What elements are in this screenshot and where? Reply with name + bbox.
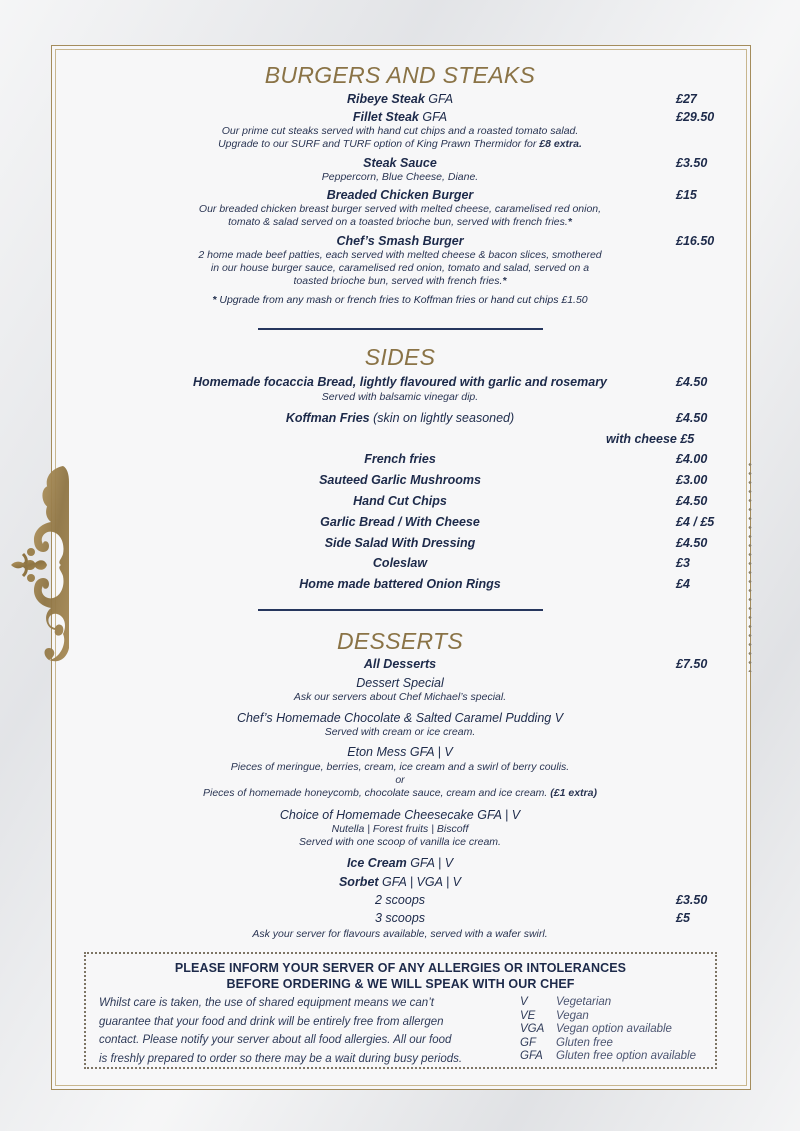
price-ribeye: £27: [676, 92, 697, 106]
side-item-price: £4.00: [676, 452, 708, 466]
menu-item-smash-burger: Chef’s Smash Burger: [336, 234, 464, 248]
decorative-dot-column: [748, 460, 752, 672]
price-fillet: £29.50: [676, 110, 715, 124]
menu-item-chicken-burger: Breaded Chicken Burger: [326, 188, 474, 202]
allergy-disclaimer-line: contact. Please notify your server about all food allergies. All our food: [99, 1034, 452, 1046]
key-code-ve: VE: [520, 1010, 536, 1022]
cheesecake-description: Served with one scoop of vanilla ice cream.: [299, 836, 501, 848]
key-label-vegetarian: Vegetarian: [556, 996, 612, 1008]
menu-item-dessert-special: Dessert Special: [356, 676, 444, 690]
side-item: Side Salad With Dressing: [324, 536, 476, 550]
allergy-disclaimer-line: guarantee that your food and drink will be entirely free from allergen: [99, 1015, 444, 1028]
key-code-vga: VGA: [520, 1023, 545, 1035]
menu-item-steak-sauce: Steak Sauce: [363, 156, 437, 170]
side-item: Hand Cut Chips: [353, 494, 447, 508]
smash-burger-description-1: 2 home made beef patties, each served with melted cheese & bacon slices, smothered: [198, 249, 602, 261]
key-code-gfa: GFA: [520, 1050, 543, 1062]
side-item: Home made battered Onion Rings: [299, 577, 501, 591]
allergy-disclaimer-line: Whilst care is taken, the use of shared equipment means we can’t: [99, 997, 434, 1009]
price-all-desserts: £7.50: [676, 657, 708, 671]
key-label-gluten-free-option: Gluten free option available: [556, 1050, 697, 1062]
eton-mess-description-1: Pieces of meringue, berries, cream, ice cream and a swirl of berry coulis.: [230, 761, 570, 773]
key-label-vegan-option: Vegan option available: [556, 1023, 672, 1035]
section-heading-sides: SIDES: [364, 344, 436, 370]
section-heading-desserts: DESSERTS: [337, 628, 463, 654]
chicken-burger-description-1: Our breaded chicken breast burger served with melted cheese, caramelised red onion,: [198, 203, 602, 215]
price-scoops-2: £3.50: [676, 893, 708, 907]
menu-item-all-desserts: All Desserts: [363, 657, 437, 671]
scoops-2: 2 scoops: [374, 893, 426, 907]
menu-item-ribeye: Ribeye Steak GFA: [346, 92, 454, 106]
section-heading-burgers: BURGERS AND STEAKS: [264, 62, 536, 88]
section-divider: [258, 328, 543, 330]
menu-item-chocolate-pudding: Chef’s Homemade Chocolate & Salted Caramel Pudding V: [236, 711, 564, 725]
key-code-v: V: [520, 996, 528, 1008]
side-item-price: £3.00: [676, 473, 708, 487]
side-item-price: £4.50: [676, 494, 708, 508]
steak-description: Our prime cut steaks served with hand cut chips and a roasted tomato salad.: [221, 125, 579, 137]
smash-burger-description-2: in our house burger sauce, caramelised red onion, tomato and salad, served on a: [210, 262, 590, 274]
price-chicken-burger: £15: [676, 188, 697, 202]
eton-mess-or: or: [395, 774, 405, 786]
scoops-3: 3 scoops: [374, 911, 426, 925]
allergy-title-line-1: PLEASE INFORM YOUR SERVER OF ANY ALLERGIES OR INTOLERANCES: [174, 961, 627, 975]
allergy-title-line-2: BEFORE ORDERING & WE WILL SPEAK WITH OUR CHEF: [226, 977, 575, 991]
key-label-gluten-free: Gluten free: [556, 1037, 613, 1049]
menu-item-sorbet: Sorbet GFA | VGA | V: [338, 875, 462, 889]
menu-item-ice-cream: Ice Cream GFA | V: [346, 856, 454, 870]
fries-upgrade-note: * Upgrade from any mash or french fries to Koffman fries or hand cut chips £1.50: [212, 294, 588, 306]
price-koffman-with-cheese: with cheese £5: [606, 432, 695, 446]
surf-turf-upgrade: Upgrade to our SURF and TURF option of King Prawn Thermidor for £8 extra.: [218, 138, 582, 150]
side-item-price: £4 / £5: [676, 515, 715, 529]
flavours-note: Ask your server for flavours available, served with a wafer swirl.: [252, 928, 548, 940]
section-divider: [258, 609, 543, 611]
side-item-price: £3: [676, 556, 690, 570]
eton-mess-description-2: Pieces of homemade honeycomb, chocolate sauce, cream and ice cream. (£1 extra): [203, 787, 597, 799]
side-item: Sauteed Garlic Mushrooms: [319, 473, 481, 487]
dessert-special-description: Ask our servers about Chef Michael’s special.: [293, 691, 507, 703]
allergy-disclaimer-line: is freshly prepared to order so there may be a wait during busy periods.: [99, 1052, 463, 1065]
chicken-burger-description-2: tomato & salad served on a toasted brioche bun, served with french fries.*: [228, 216, 572, 228]
menu-item-eton-mess: Eton Mess GFA | V: [347, 745, 453, 759]
focaccia-description: Served with balsamic vinegar dip.: [321, 391, 479, 403]
price-koffman-fries: £4.50: [676, 411, 708, 425]
price-steak-sauce: £3.50: [676, 156, 708, 170]
steak-sauce-description: Peppercorn, Blue Cheese, Diane.: [321, 171, 479, 183]
key-label-vegan: Vegan: [556, 1010, 589, 1022]
side-item-price: £4.50: [676, 536, 708, 550]
menu-item-fillet: Fillet Steak GFA: [352, 110, 448, 124]
side-item: Coleslaw: [372, 556, 428, 570]
menu-item-focaccia: Homemade focaccia Bread, lightly flavoured with garlic and rosemary: [192, 375, 608, 389]
pudding-description: Served with cream or ice cream.: [324, 726, 476, 738]
allergy-disclaimer: [99, 994, 499, 1068]
smash-burger-description-3: toasted brioche bun, served with french fries.*: [293, 275, 507, 287]
key-code-gf: GF: [520, 1037, 536, 1049]
menu-item-cheesecake: Choice of Homemade Cheesecake GFA | V: [279, 808, 521, 822]
side-item: Garlic Bread / With Cheese: [320, 515, 480, 529]
price-scoops-3: £5: [676, 911, 690, 925]
price-smash-burger: £16.50: [676, 234, 715, 248]
menu-item-koffman-fries: Koffman Fries (skin on lightly seasoned): [285, 411, 515, 425]
fleur-ornament-icon: [5, 462, 71, 668]
cheesecake-flavours: Nutella | Forest fruits | Biscoff: [331, 823, 469, 835]
side-item: French fries: [364, 452, 436, 466]
price-focaccia: £4.50: [676, 375, 708, 389]
side-item-price: £4: [676, 577, 690, 591]
